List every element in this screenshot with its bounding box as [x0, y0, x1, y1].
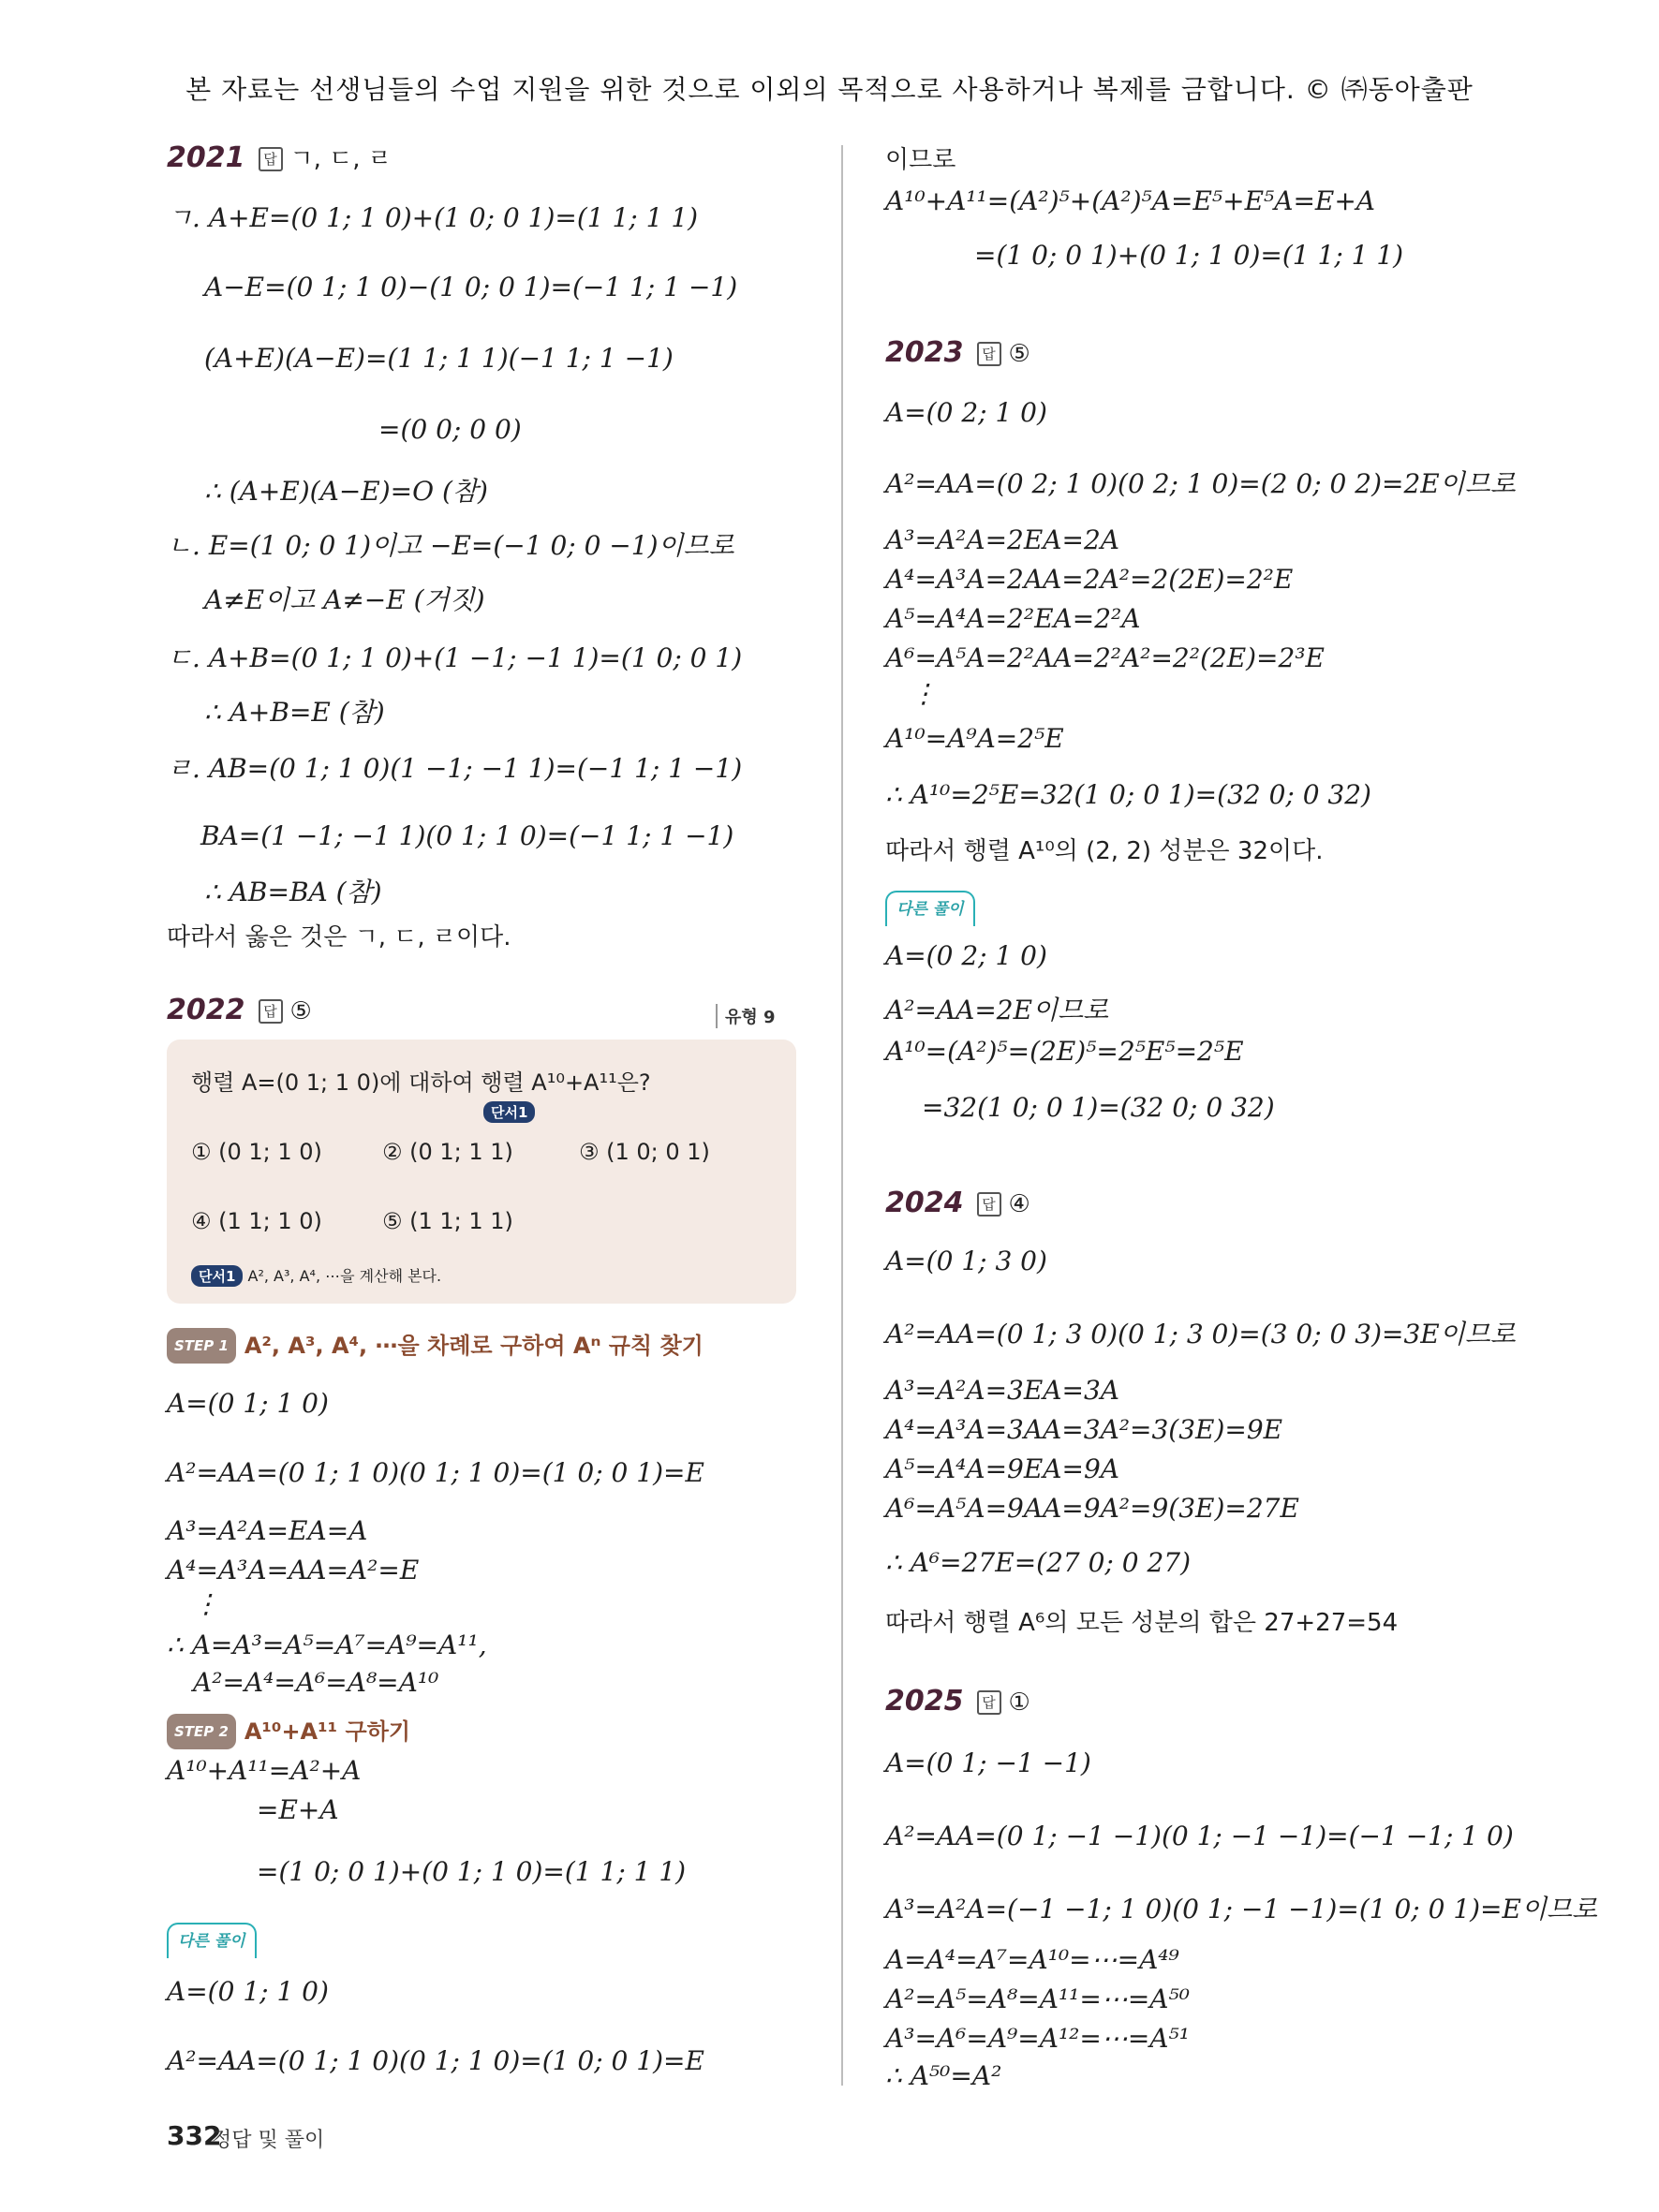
problem-number: 2024 — [885, 1187, 964, 1219]
solution-line: ∴ A+B=E (참) — [204, 697, 385, 728]
solution-line: A⁶=A⁵A=9AA=9A²=9(3E)=27E — [885, 1493, 1299, 1524]
choice-1: ① (0 1; 1 0) — [191, 1139, 322, 1165]
solution-line: ∴ A=A³=A⁵=A⁷=A⁹=A¹¹, — [167, 1630, 487, 1660]
step1-heading — [167, 1328, 704, 1364]
solution-line: ㄴ. E=(1 0; 0 1)이고 −E=(−1 0; 0 −1)이므로 — [167, 530, 734, 561]
alt-solution-label: 다른 풀이 — [167, 1923, 257, 1958]
problem-number: 2023 — [885, 336, 964, 369]
solution-line: A⁵=A⁴A=9EA=9A — [885, 1453, 1120, 1484]
solution-line: BA=(1 −1; −1 1)(0 1; 1 0)=(−1 1; 1 −1) — [200, 820, 734, 851]
problem-number: 2025 — [885, 1685, 964, 1718]
step2-label: STEP 2 — [167, 1714, 236, 1749]
solution-line: 이므로 — [885, 146, 956, 174]
solution-line: A²=AA=(0 1; 1 0)(0 1; 1 0)=(1 0; 0 1)=E — [167, 2045, 704, 2076]
solution-line: A⁴=A³A=2AA=2A²=2(2E)=2²E — [885, 564, 1294, 595]
solution-line: A²=AA=(0 1; 3 0)(0 1; 3 0)=(3 0; 0 3)=3E이므로 — [885, 1319, 1516, 1349]
solution-line: =(1 0; 0 1)+(0 1; 1 0)=(1 1; 1 1) — [974, 240, 1404, 271]
page-number: 332 — [167, 2120, 222, 2151]
solution-line: A²=AA=(0 1; 1 0)(0 1; 1 0)=(1 0; 0 1)=E — [167, 1457, 704, 1488]
solution-line: A⁶=A⁵A=2²AA=2²A²=2²(2E)=2³E — [885, 642, 1325, 673]
choice-4: ④ (1 1; 1 0) — [191, 1208, 322, 1234]
solution-line: A³=A²A=3EA=3A — [885, 1375, 1120, 1406]
solution-line: ㄱ. A+E=(0 1; 1 0)+(1 0; 0 1)=(1 1; 1 1) — [167, 202, 699, 233]
copyright-notice: 본 자료는 선생님들의 수업 지원을 위한 것으로 이외의 목적으로 사용하거나 복제를 금합니다. © ㈜동아출판 — [185, 74, 1474, 105]
choice-5: ⑤ (1 1; 1 1) — [382, 1208, 513, 1234]
conclusion: 따라서 행렬 A⁶의 모든 성분의 합은 27+27=54 — [885, 1609, 1399, 1637]
solution-line: ∴ AB=BA (참) — [204, 877, 382, 907]
solution-line: A³=A²A=EA=A — [167, 1515, 368, 1546]
solution-line: A=(0 1; 3 0) — [885, 1246, 1047, 1276]
solution-line: ∴ (A+E)(A−E)=O (참) — [204, 476, 488, 507]
hint-pill-wrap — [483, 1101, 535, 1123]
solution-line: ⋮ — [193, 1588, 219, 1619]
problem-2021-header — [167, 142, 392, 175]
problem-number: 2022 — [167, 994, 245, 1026]
answer: ㄱ, ㄷ, ㄹ — [289, 145, 392, 173]
solution-line: A³=A²A=2EA=2A — [885, 524, 1120, 555]
solution-line: A²=AA=(0 1; −1 −1)(0 1; −1 −1)=(−1 −1; 1 0) — [885, 1821, 1514, 1851]
problem-2025-header — [885, 1686, 1030, 1718]
answer: ① — [1008, 1688, 1030, 1717]
solution-line: A−E=(0 1; 1 0)−(1 0; 0 1)=(−1 1; 1 −1) — [204, 272, 738, 302]
solution-line: A¹⁰=A⁹A=2⁵E — [885, 723, 1064, 754]
answer-icon: 답 — [259, 999, 283, 1024]
solution-line: A¹⁰=(A²)⁵=(2E)⁵=2⁵E⁵=2⁵E — [885, 1036, 1244, 1067]
problem-2024-header — [885, 1187, 1030, 1220]
solution-line: A≠E이고 A≠−E (거짓) — [204, 584, 485, 615]
problem-number: 2021 — [167, 141, 245, 174]
hint-label: 단서1 — [483, 1101, 535, 1123]
step2-heading — [167, 1714, 410, 1749]
solution-line: A²=AA=2E이므로 — [885, 995, 1109, 1025]
type-tag: 유형 9 — [716, 1004, 776, 1028]
solution-line: ㄹ. AB=(0 1; 1 0)(1 −1; −1 1)=(−1 1; 1 −1) — [167, 753, 743, 784]
solution-line: A=(0 2; 1 0) — [885, 940, 1047, 971]
answer-icon: 답 — [977, 1690, 1001, 1715]
solution-line: ∴ A⁶=27E=(27 0; 0 27) — [885, 1547, 1192, 1578]
solution-line: A=A⁴=A⁷=A¹⁰=⋯=A⁴⁹ — [885, 1944, 1179, 1975]
solution-line: =E+A — [257, 1794, 339, 1825]
conclusion: 따라서 행렬 A¹⁰의 (2, 2) 성분은 32이다. — [885, 837, 1324, 865]
step1-label: STEP 1 — [167, 1328, 236, 1364]
answer-icon: 답 — [259, 147, 283, 171]
answer-icon: 답 — [977, 1192, 1001, 1217]
problem-2022-header — [167, 995, 312, 1027]
step2-title: A¹⁰+A¹¹ 구하기 — [244, 1718, 411, 1745]
solution-line: ∴ A⁵⁰=A² — [885, 2060, 1002, 2091]
solution-line: A¹⁰+A¹¹=A²+A — [167, 1755, 362, 1786]
solution-line: A=(0 1; 1 0) — [167, 1388, 329, 1419]
solution-line: A⁴=A³A=3AA=3A²=3(3E)=9E — [885, 1414, 1283, 1445]
solution-line: ⋮ — [911, 678, 937, 709]
solution-line: A=(0 2; 1 0) — [885, 397, 1047, 428]
solution-line: =(0 0; 0 0) — [378, 414, 522, 445]
alt-heading — [167, 1922, 257, 1958]
solution-line: ∴ A¹⁰=2⁵E=32(1 0; 0 1)=(32 0; 0 32) — [885, 779, 1371, 810]
solution-line: =(1 0; 0 1)+(0 1; 1 0)=(1 1; 1 1) — [257, 1856, 687, 1887]
alt-heading — [885, 890, 975, 926]
hint-text: A², A³, A⁴, ⋯을 계산해 본다. — [247, 1267, 442, 1285]
answer: ④ — [1008, 1190, 1030, 1218]
solution-line: A¹⁰+A¹¹=(A²)⁵+(A²)⁵A=E⁵+E⁵A=E+A — [885, 185, 1376, 216]
choice-2: ② (0 1; 1 1) — [382, 1139, 513, 1165]
solution-line: A²=AA=(0 2; 1 0)(0 2; 1 0)=(2 0; 0 2)=2E이므로 — [885, 468, 1516, 499]
problem-2023-header — [885, 337, 1030, 370]
step1-title: A², A³, A⁴, ⋯을 차례로 구하여 Aⁿ 규칙 찾기 — [244, 1333, 704, 1359]
solution-line: A²=A⁵=A⁸=A¹¹=⋯=A⁵⁰ — [885, 1983, 1190, 2014]
answer-icon: 답 — [977, 342, 1001, 366]
solution-line: A=(0 1; 1 0) — [167, 1976, 329, 2007]
solution-line: A³=A⁶=A⁹=A¹²=⋯=A⁵¹ — [885, 2023, 1190, 2054]
solution-line: A⁵=A⁴A=2²EA=2²A — [885, 603, 1141, 634]
answer: ⑤ — [289, 997, 312, 1025]
answer: ⑤ — [1008, 340, 1030, 368]
choice-3: ③ (1 0; 0 1) — [579, 1139, 710, 1165]
solution-line: A²=A⁴=A⁶=A⁸=A¹⁰ — [193, 1667, 439, 1698]
hint-label: 단서1 — [191, 1265, 243, 1287]
question-text: 행렬 A=(0 1; 1 0)에 대하여 행렬 A¹⁰+A¹¹은? — [191, 1069, 651, 1096]
solution-line: (A+E)(A−E)=(1 1; 1 1)(−1 1; 1 −1) — [204, 343, 674, 374]
conclusion: 따라서 옳은 것은 ㄱ, ㄷ, ㄹ이다. — [167, 923, 511, 951]
solution-line: A³=A²A=(−1 −1; 1 0)(0 1; −1 −1)=(1 0; 0 1)=E이므로 — [885, 1894, 1598, 1924]
column-divider — [841, 145, 843, 2086]
footer-label: 정답 및 풀이 — [212, 2129, 325, 2152]
solution-line: ㄷ. A+B=(0 1; 1 0)+(1 −1; −1 1)=(1 0; 0 1) — [167, 642, 743, 673]
solution-line: A=(0 1; −1 −1) — [885, 1747, 1091, 1778]
solution-line: =32(1 0; 0 1)=(32 0; 0 32) — [922, 1092, 1275, 1123]
hint-row — [191, 1264, 441, 1287]
solution-line: A⁴=A³A=AA=A²=E — [167, 1555, 420, 1585]
alt-solution-label: 다른 풀이 — [885, 891, 975, 926]
